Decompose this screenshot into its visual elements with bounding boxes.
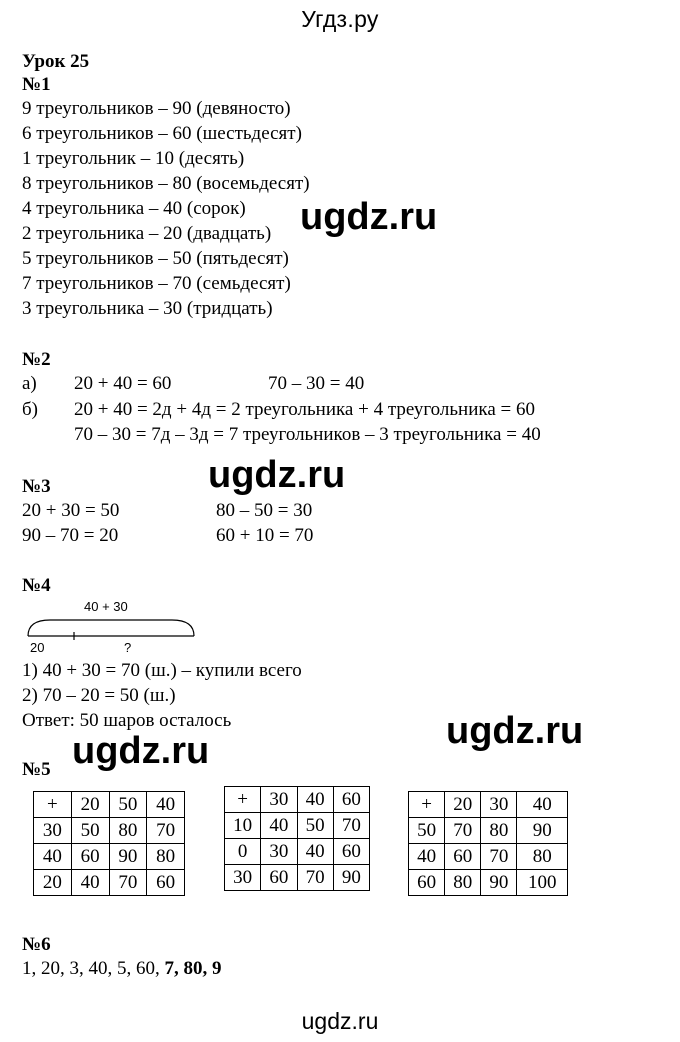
table-cell: 40 <box>147 792 185 818</box>
table-cell: 60 <box>147 870 185 896</box>
table-cell: 90 <box>109 844 147 870</box>
table-cell: 60 <box>445 844 481 870</box>
watermark: ugdz.ru <box>300 196 438 238</box>
watermark: ugdz.ru <box>208 454 346 496</box>
table-cell: 30 <box>34 818 72 844</box>
table-cell: 40 <box>517 792 568 818</box>
task2-b-line1: 20 + 40 = 2д + 4д = 2 треугольника + 4 треугольника = 60 <box>74 399 535 420</box>
table-cell: 70 <box>481 844 517 870</box>
task1-line: 4 треугольника – 40 (сорок) <box>22 198 246 219</box>
footer-watermark: ugdz.ru <box>301 1008 379 1034</box>
table-cell: 50 <box>297 813 333 839</box>
table-cell: 30 <box>225 865 261 891</box>
task2-b-label: б) <box>22 399 38 420</box>
table-cell: 80 <box>109 818 147 844</box>
task3-eq: 90 – 70 = 20 <box>22 525 119 546</box>
table-cell: + <box>409 792 445 818</box>
task2-a-eq1: 20 + 40 = 60 <box>74 373 172 394</box>
task4-line: 2) 70 – 20 = 50 (ш.) <box>22 685 176 706</box>
sequence-answer: 7, 80, 9 <box>164 958 222 979</box>
table-cell: 40 <box>297 787 333 813</box>
task1-line: 1 треугольник – 10 (десять) <box>22 148 245 169</box>
table-cell: 30 <box>481 792 517 818</box>
table-cell: 70 <box>109 870 147 896</box>
table-cell: + <box>34 792 72 818</box>
addition-table-3 <box>408 791 568 896</box>
site-header: Угдз.ру <box>301 6 379 32</box>
table-cell: 60 <box>409 870 445 896</box>
table-cell: 40 <box>409 844 445 870</box>
table-cell: 40 <box>34 844 72 870</box>
task6-heading: №6 <box>22 934 51 955</box>
table-cell: 30 <box>261 787 297 813</box>
task6-sequence <box>22 957 222 981</box>
task5-heading: №5 <box>22 759 51 780</box>
addition-table-1 <box>33 791 185 896</box>
table-cell: 10 <box>225 813 261 839</box>
table-cell: 80 <box>445 870 481 896</box>
table-cell: 30 <box>261 839 297 865</box>
task4-line: 1) 40 + 30 = 70 (ш.) – купили всего <box>22 660 302 681</box>
table-cell: 70 <box>445 818 481 844</box>
table-cell: 40 <box>261 813 297 839</box>
watermark: ugdz.ru <box>446 710 584 752</box>
table-cell: 40 <box>297 839 333 865</box>
task4-heading: №4 <box>22 575 51 596</box>
task1-line: 3 треугольника – 30 (тридцать) <box>22 298 273 319</box>
diagram-top-label: 40 + 30 <box>84 599 128 614</box>
table-cell: 90 <box>517 818 568 844</box>
watermark: ugdz.ru <box>72 730 210 772</box>
table-cell: 90 <box>481 870 517 896</box>
task2-b-line2: 70 – 30 = 7д – 3д = 7 треугольников – 3 треугольника = 40 <box>74 424 541 445</box>
table-cell: 90 <box>333 865 369 891</box>
diagram-brace <box>28 620 194 636</box>
table-cell: 80 <box>517 844 568 870</box>
task1-line: 2 треугольника – 20 (двадцать) <box>22 223 272 244</box>
table-cell: 80 <box>481 818 517 844</box>
table-cell: 50 <box>71 818 109 844</box>
task4-line: Ответ: 50 шаров осталось <box>22 710 232 731</box>
sequence-given: 1, 20, 3, 40, 5, 60, <box>22 958 165 979</box>
task1-line: 7 треугольников – 70 (семьдесят) <box>22 273 291 294</box>
lesson-title: Урок 25 <box>22 51 90 72</box>
table-cell: 70 <box>147 818 185 844</box>
table-cell: 40 <box>71 870 109 896</box>
table-cell: 20 <box>71 792 109 818</box>
table-cell: 50 <box>109 792 147 818</box>
table-cell: 100 <box>517 870 568 896</box>
table-cell: 60 <box>333 839 369 865</box>
diagram-right-label: ? <box>124 640 132 655</box>
table-cell: 60 <box>333 787 369 813</box>
task3-eq: 60 + 10 = 70 <box>216 525 314 546</box>
task1-heading: №1 <box>22 74 51 95</box>
addition-table-2 <box>224 786 370 891</box>
task1-line: 8 треугольников – 80 (восемьдесят) <box>22 173 310 194</box>
table-cell: 70 <box>333 813 369 839</box>
task2-a-eq2: 70 – 30 = 40 <box>268 373 365 394</box>
task1-line: 9 треугольников – 90 (девяносто) <box>22 98 291 119</box>
task1-line: 5 треугольников – 50 (пятьдесят) <box>22 248 289 269</box>
task3-heading: №3 <box>22 476 51 497</box>
table-cell: 70 <box>297 865 333 891</box>
table-cell: 20 <box>34 870 72 896</box>
table-cell: 50 <box>409 818 445 844</box>
diagram-left-label: 20 <box>30 640 45 655</box>
table-cell: 0 <box>225 839 261 865</box>
table-cell: + <box>225 787 261 813</box>
table-cell: 20 <box>445 792 481 818</box>
table-cell: 60 <box>71 844 109 870</box>
table-cell: 60 <box>261 865 297 891</box>
task1-line: 6 треугольников – 60 (шестьдесят) <box>22 123 302 144</box>
table-cell: 80 <box>147 844 185 870</box>
task2-heading: №2 <box>22 349 51 370</box>
task3-eq: 20 + 30 = 50 <box>22 500 120 521</box>
task3-eq: 80 – 50 = 30 <box>216 500 313 521</box>
task2-a-label: а) <box>22 373 37 394</box>
